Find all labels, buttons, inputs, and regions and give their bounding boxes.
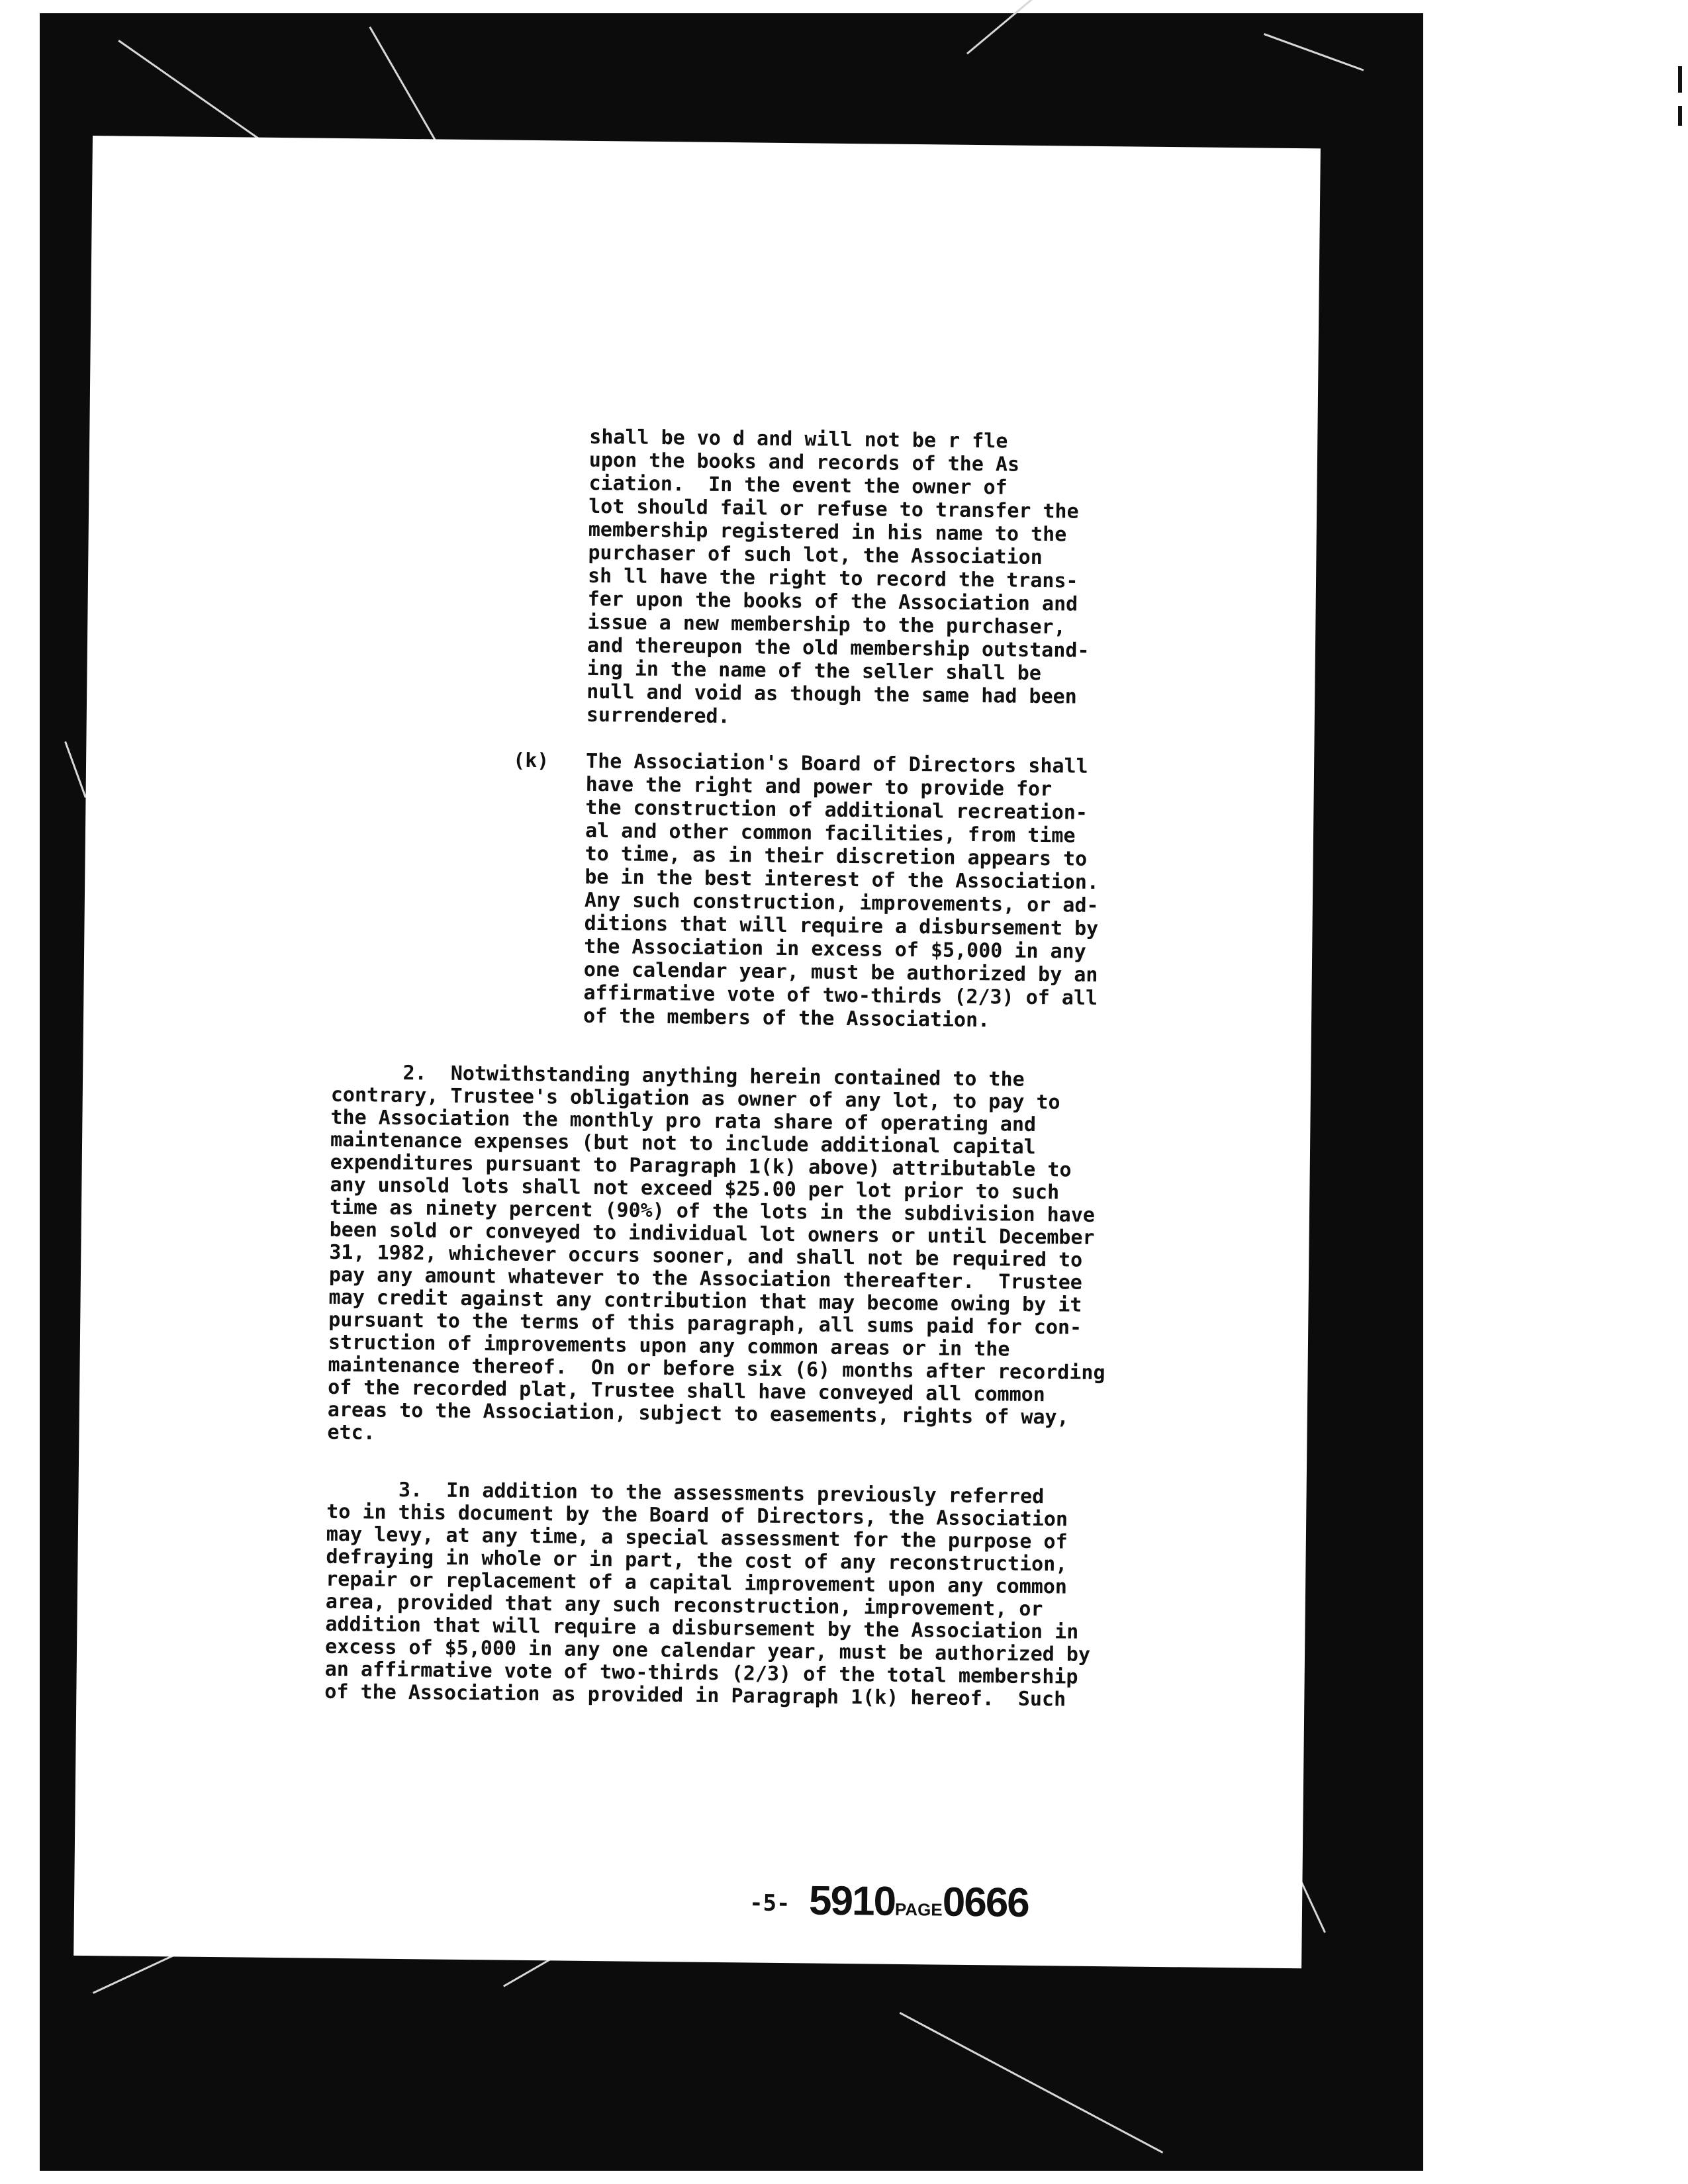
scratch-mark — [118, 40, 260, 140]
scratch-mark — [369, 26, 437, 142]
scratch-mark — [966, 0, 1059, 54]
book-number: 5910 — [808, 1878, 896, 1925]
scratch-mark — [900, 2012, 1164, 2154]
scratch-mark — [1264, 33, 1364, 71]
edge-mark — [1678, 66, 1682, 93]
document-page — [73, 136, 1321, 1968]
page-number: -5- — [749, 1889, 790, 1917]
paragraph-k: The Association's Board of Directors shall have the right and power to provide for the construction of additional recreation- al and other common facilities, from time to time, as in their discretion appears to be in the best interest of the Association. Any such construction, improvements, or ad- ditions that will require a disbursement by the Association in excess of $5,000 in any one calendar year, must be authorized by an affirmative vote of two-thirds (2/3) of all of the members of the Association. — [583, 749, 1100, 1032]
paragraph-3: 3. In addition to the assessments previously referred to in this document by the Board of Directors, the Association may levy, at any time, a special assessment for the purpose of defraying in whole or in part, the cost of any reconstruction, repair or replacement of a capital improvement upon any common area, provided that any such reconstruction, improvement, or addition that will require a disbursement by the Association in excess of $5,000 in any one calendar year, must be authorized by an affirmative vote of two-thirds (2/3) of the total membership of the Association as provided in Paragraph 1(k) hereof. Such — [324, 1477, 1091, 1711]
book-page-number: 0666 — [942, 1879, 1029, 1926]
paragraph-j-continued: shall be vo d and will not be r fle upon the books and records of the As ciation. In the event the owner of lot should fail or refuse to transfer the membership registered in his name to the purchaser of such lot, the Association sh ll have the right to record the trans- fer upon the books of the Association and issue a new membership to the purchaser, and thereupon the old membership outstand- ing in the name of the seller shall be null and void as though the same had been surrendered. — [586, 425, 1090, 729]
paragraph-k-label: (k) — [512, 749, 549, 773]
paragraph-2: 2. Notwithstanding anything herein contained to the contrary, Trustee's obligation as owner of any lot, to pay to the Association the monthly pro rata share of operating and maintenance expenses (but not to include additional capital expenditures pursuant to Paragraph 1(k) above) attributable to any unsold lots shall not exceed $25.00 per lot prior to such time as ninety percent (90%) of the lots in the subdivision have been sold or conveyed to individual lot owners or until December 31, 1982, whichever occurs sooner, and shall not be required to pay any amount whatever to the Association thereafter. Trustee may credit against any contribution that may become owing by it pursuant to the terms of this paragraph, all sums paid for con- struction of improvements upon any common areas or in the maintenance thereof. On or before six (6) months after recording of the recorded plat, Trustee shall have conveyed all common areas to the Association, subject to easements, rights of way, etc. — [327, 1060, 1105, 1445]
edge-mark — [1678, 106, 1682, 126]
book-page-stamp — [809, 1877, 1029, 1926]
scratch-mark — [64, 741, 87, 798]
page-word: PAGE — [894, 1899, 943, 1920]
